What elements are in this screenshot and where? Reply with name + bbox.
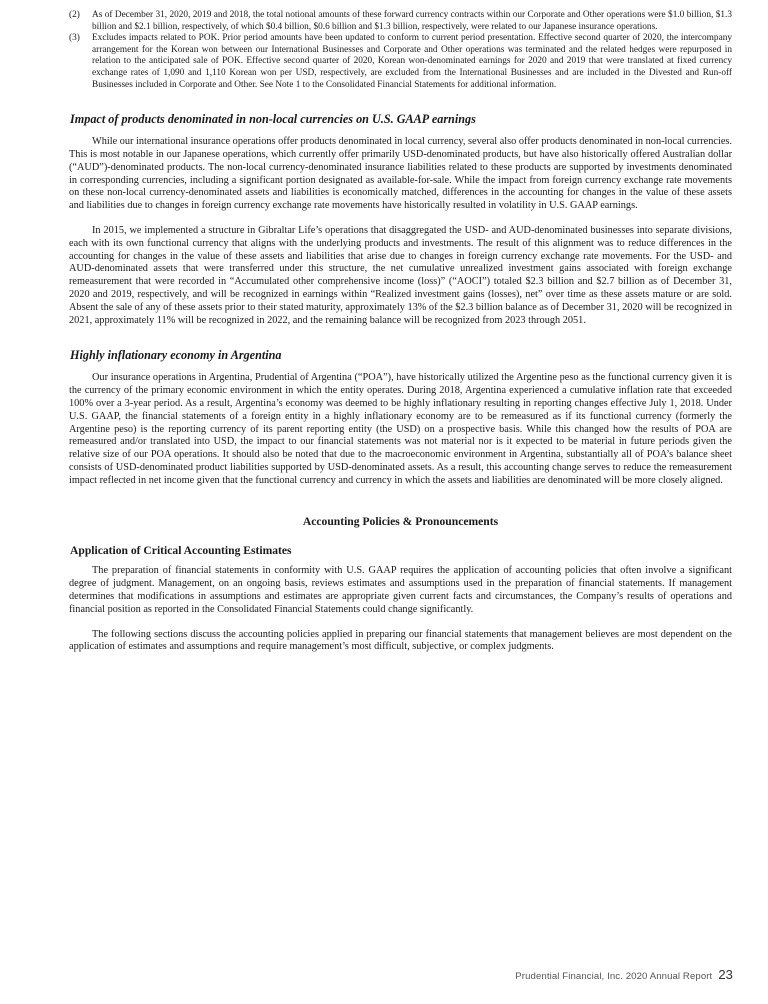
paragraph: The preparation of financial statements in conformity with U.S. GAAP requires the application of accounting policies that often involve a significant degree of judgment. Management, on an ongoing basis, reviews estimates and assumptions used in the preparation of financial statements. If management determines that modifications in assumptions and estimates are appropriate given current facts and circumstances, the Company’s results of operations and financial position as reported in the Consolidated Financial Statements could change significantly. [69, 565, 732, 615]
footnote-2 [69, 10, 732, 33]
page-number: 23 [718, 967, 733, 982]
footnote-number: (3) [69, 33, 80, 44]
section-heading-argentina: Highly inflationary economy in Argentina [70, 348, 282, 363]
footnote-3 [69, 33, 732, 91]
footnote-text: Excludes impacts related to POK. Prior period amounts have been updated to conform to current period presentation. Effective second quarter of 2020, the intercompany arrangement for the Korean won between our International Businesses and Corporate and Other operations was terminated and the related hedges were repurposed in relation to the anticipated sale of POK. Effective second quarter of 2020, Korean won-denominated earnings for 2020 and 2019 that were translated at fixed currency exchange rates of 1,090 and 1,110 Korean won per USD, respectively, are excluded from the International Businesses and are included in the Divested and Run-off Businesses included in Corporate and Other. See Note 1 to the Consolidated Financial Statements for additional information. [92, 33, 732, 90]
section-heading-critical-estimates: Application of Critical Accounting Estimates [70, 544, 292, 558]
paragraph: Our insurance operations in Argentina, Prudential of Argentina (“POA”), have historically utilized the Argentine peso as the functional currency given it is the currency of the primary economic environment in which the entity operates. During 2018, Argentina experienced a cumulative inflation rate that exceeded 100% over a 3-year period. As a result, Argentina’s economy was deemed to be highly inflationary resulting in reporting changes effective July 1, 2018. Under U.S. GAAP, the financial statements of a foreign entity in a highly inflationary economy are to be remeasured as if its functional currency (formerly the Argentine peso) is the reporting currency of its parent reporting entity (the USD) on a prospective basis. While this changed how the results of POA are remeasured and/or translated into USD, the impact to our financial statements was not material nor is it expected to be material in future periods given the relative size of our POA operations. It should also be noted that due to the macroeconomic environment in Argentina, substantially all of POA’s balance sheet consists of USD-denominated product liabilities supported by USD-denominated assets. As a result, this accounting change serves to reduce the remeasurement impact reflected in net income given that the functional currency and currency in which the assets and liabilities are denominated will be more closely aligned. [69, 372, 732, 486]
page-footer [515, 967, 733, 982]
paragraph: In 2015, we implemented a structure in Gibraltar Life’s operations that disaggregated the USD- and AUD-denominated businesses into separate divisions, each with its own functional currency that aligns with the underlying products and investments. The result of this alignment was to reduce differences in the accounting for changes in the value of these assets and liabilities that arise due to changes in foreign currency exchange rate movements. For the USD- and AUD-denominated assets that were transferred under this structure, the net cumulative unrealized investment gains associated with foreign exchange remeasurement that were recorded in “Accumulated other comprehensive income (loss)” (“AOCI”) totaled $2.3 billion and $2.7 billion as of December 31, 2020 and 2019, respectively, and will be recognized in earnings within “Realized investment gains (losses), net” over time as these assets mature or are sold. Absent the sale of any of these assets prior to their stated maturity, approximately 13% of the $2.3 billion balance as of December 31, 2020 will be recognized in 2021, approximately 11% will be recognized in 2022, and the remaining balance will be recognized from 2023 through 2051. [69, 224, 732, 326]
section-heading-non-local-currencies: Impact of products denominated in non-local currencies on U.S. GAAP earnings [70, 112, 476, 127]
footnote-number: (2) [69, 10, 80, 20]
paragraph: While our international insurance operations offer products denominated in local currency, several also offer products denominated in non-local currencies. This is most notable in our Japanese operations, which currently offer primarily USD-denominated products, but have also historically offered Australian dollar (“AUD”)-denominated products. The non-local currency-denominated insurance liabilities related to these products are supported by investments denominated in corresponding currencies, including a significant portion designated as available-for-sale. While the impact from foreign currency exchange rate movements on these non-local currency-denominated assets and liabilities is economically matched, differences in the accounting for changes in the value of these assets and liabilities due to changes in foreign currency exchange rate movements have historically resulted in volatility in U.S. GAAP earnings. [69, 136, 732, 212]
footnote-text: As of December 31, 2020, 2019 and 2018, the total notional amounts of these forward currency contracts within our Corporate and Other operations were $1.0 billion, $1.3 billion and $2.1 billion, respectively, of which $0.4 billion, $0.6 billion and $1.3 billion, respectively, were related to our Japanese insurance operations. [92, 10, 732, 32]
footer-label: Prudential Financial, Inc. 2020 Annual Report [515, 971, 713, 982]
document-page [69, 10, 732, 654]
section-title-accounting-policies: Accounting Policies & Pronouncements [302, 515, 499, 529]
paragraph: The following sections discuss the accounting policies applied in preparing our financial statements that management believes are most dependent on the application of estimates and assumptions and require management’s most difficult, subjective, or complex judgments. [69, 628, 732, 653]
